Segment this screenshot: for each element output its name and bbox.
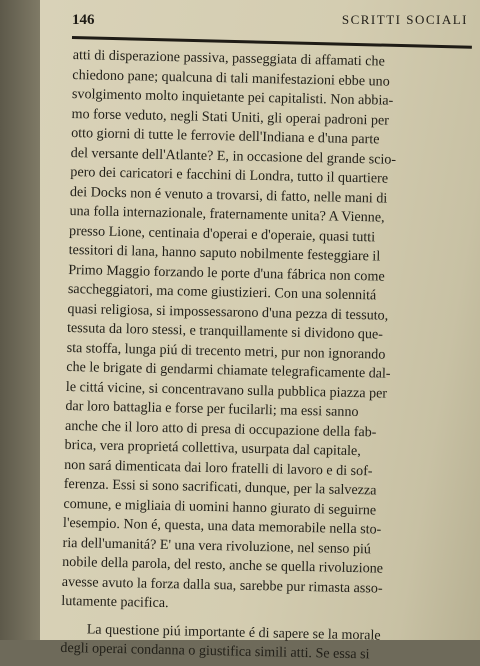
text-line: quasi religiosa, si impossessarono d'una pezza di tessuto,	[67, 300, 389, 324]
text-line: tessitori di lana, hanno saputo nobilmente festeggiare il	[68, 241, 381, 265]
text-line: avesse avuto la forza dalla sua, sarebbe pur rimasta asso-	[61, 573, 383, 597]
text-line: mo forse veduto, negli Stati Uniti, gli operai padroni per	[71, 105, 390, 129]
text-line: nobile della parola, del resto, anche se quella rivoluzione	[62, 553, 384, 577]
text-line: pero dei caricatori e facchini di Londra, tutto il quartiere	[70, 163, 389, 187]
page-header	[72, 12, 472, 34]
text-line: presso Lione, centinaia d'operai e d'operaie, quasi tutti	[68, 222, 376, 245]
text-line: anche che il loro atto di presa di occupazione della fab-	[64, 417, 377, 440]
facing-page-shadow	[0, 0, 40, 640]
text-line: del versante dell'Atlante? E, in occasione del grande scio-	[70, 144, 397, 168]
text-line: l'esempio. Non é, questa, una data memorabile nella sto-	[62, 514, 382, 538]
text-line: le cittá vicine, si concentravano sulla pubblica piazza per	[65, 378, 388, 402]
text-line: Primo Maggio forzando le porte d'una fábrica non come	[68, 261, 385, 285]
text-line: chiedono pane; qualcuna di tali manifestazioni ebbe uno	[72, 66, 390, 90]
text-line: svolgimento molto inquietante pei capitalisti. Non abbia-	[71, 85, 394, 109]
text-line: una folla internazionale, fraternamente unita? A Vienne,	[69, 202, 385, 226]
text-line: dar loro battaglia e forse per fucilarli; ma essi sanno	[65, 397, 359, 421]
text-line: otto giorni di tutte le ferrovie dell'Indiana e d'una parte	[71, 124, 380, 148]
text-line: non sará dimenticata dai loro fratelli di lavoro e di sof-	[64, 456, 373, 479]
text-line: comune, e migliaia di uomini hanno giurato di seguirne	[63, 495, 377, 518]
paragraph-first-line: La questione piú importante é di sapere se la morale	[86, 620, 381, 644]
text-line: tessuta da loro stessi, e tranquillamente si dividono que-	[66, 319, 384, 343]
text-line: dei Docks non é venuto a trovarsi, di fatto, nelle mani di	[69, 183, 388, 207]
text-line: ferenza. Essi si sono sacrificati, dunque, per la salvezza	[63, 475, 377, 499]
book-page	[40, 0, 480, 663]
text-line: atti di disperazione passiva, passeggiata di affamati che	[72, 46, 385, 70]
body-text	[60, 46, 458, 666]
text-line: che le brigate di gendarmi chiamate telegraficamente dal-	[66, 358, 391, 382]
text-line: lutamente pacifica.	[61, 592, 169, 612]
text-line: brica, vera proprietá collettiva, usurpata dal capitale,	[64, 436, 361, 460]
page-number: 146	[72, 12, 95, 28]
text-line: saccheggiatori, ma come giustizieri. Con una solennitá	[67, 280, 377, 304]
text-line: sta stoffa, lunga piú di trecento metri, pur non ignorando	[66, 339, 386, 363]
running-title: SCRITTI SOCIALI	[341, 12, 468, 27]
text-line: degli operai condanna o giustifica simili atti. Se essa si	[60, 639, 370, 663]
text-line: ria dell'umanitá? E' una vera rivoluzione, nel senso piú	[62, 534, 372, 557]
